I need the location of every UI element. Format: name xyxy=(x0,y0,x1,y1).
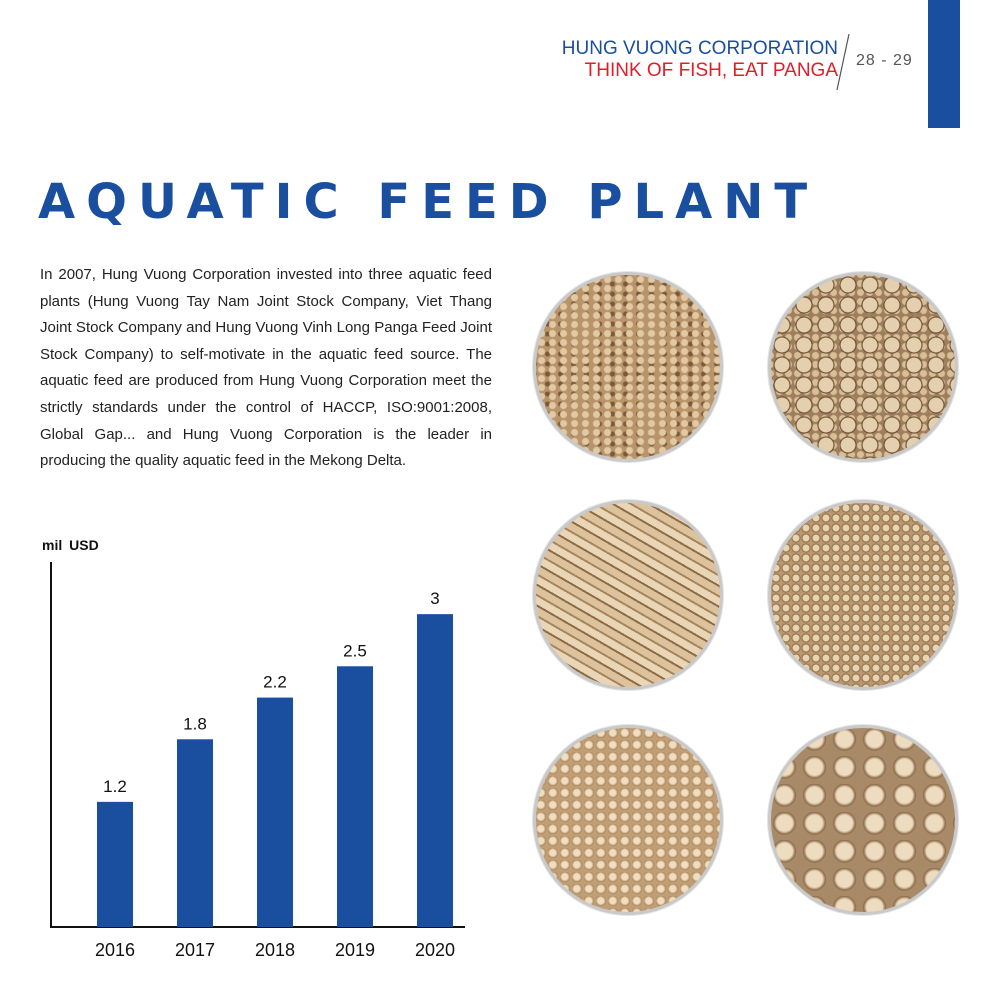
x-tick-label-2018: 2018 xyxy=(254,940,296,960)
value-label-2018: 2.2 xyxy=(263,672,287,692)
y-unit-prefix: mil xyxy=(42,537,63,553)
company-name: HUNG VUONG CORPORATION xyxy=(561,38,838,59)
feed-image-round-pellets xyxy=(533,725,723,915)
value-label-2019: 2.5 xyxy=(343,641,367,661)
value-label-2017: 1.8 xyxy=(183,714,207,734)
header-divider xyxy=(836,34,850,90)
value-label-2016: 1.2 xyxy=(103,776,127,796)
y-unit: USD xyxy=(69,537,99,553)
feed-image-mixed-pellets xyxy=(768,272,958,462)
x-tick-label-2016: 2016 xyxy=(94,940,136,960)
x-tick-label-2017: 2017 xyxy=(174,940,216,960)
page-title: AQUATIC FEED PLANT xyxy=(38,174,819,230)
revenue-chart xyxy=(0,530,500,1000)
x-tick-label-2019: 2019 xyxy=(334,940,376,960)
intro-paragraph: In 2007, Hung Vuong Corporation invested into three aquatic feed plants (Hung Vuong Tay Nam Joint Stock Company, Viet Thang Joint Stock Company and Hung Vuong Vinh Long Panga Feed Joint Stock Company) to self-motivate in the aquatic feed source. The aquatic feed are produced from Hung Vuong Corporation meet the strictly standards under the control of HACCP, ISO:9001:2008, Global Gap... and Hung Vuong Corporation is the leader in producing the quality aquatic feed in the Mekong Delta. xyxy=(40,266,492,470)
svg-text:mil USD xyxy=(42,537,99,553)
header-accent-bar xyxy=(928,0,960,128)
x-tick-label-2020: 2020 xyxy=(414,940,456,960)
page-numbers: 28 - 29 xyxy=(856,52,913,69)
company-slogan: THINK OF FISH, EAT PANGA xyxy=(584,60,838,81)
bar-2019 xyxy=(337,666,373,927)
bar-chart-svg xyxy=(0,530,500,1000)
header-block xyxy=(562,38,838,82)
bar-2016 xyxy=(97,802,133,927)
bar-2018 xyxy=(257,698,293,927)
bar-2017 xyxy=(177,739,213,927)
value-label-2020: 3 xyxy=(430,589,440,609)
bar-2020 xyxy=(417,614,453,927)
feed-image-disc-pellets xyxy=(768,725,958,915)
feed-image-small-pellets xyxy=(768,500,958,690)
feed-image-crumbled xyxy=(533,272,723,462)
feed-image-stick-pellets xyxy=(533,500,723,690)
